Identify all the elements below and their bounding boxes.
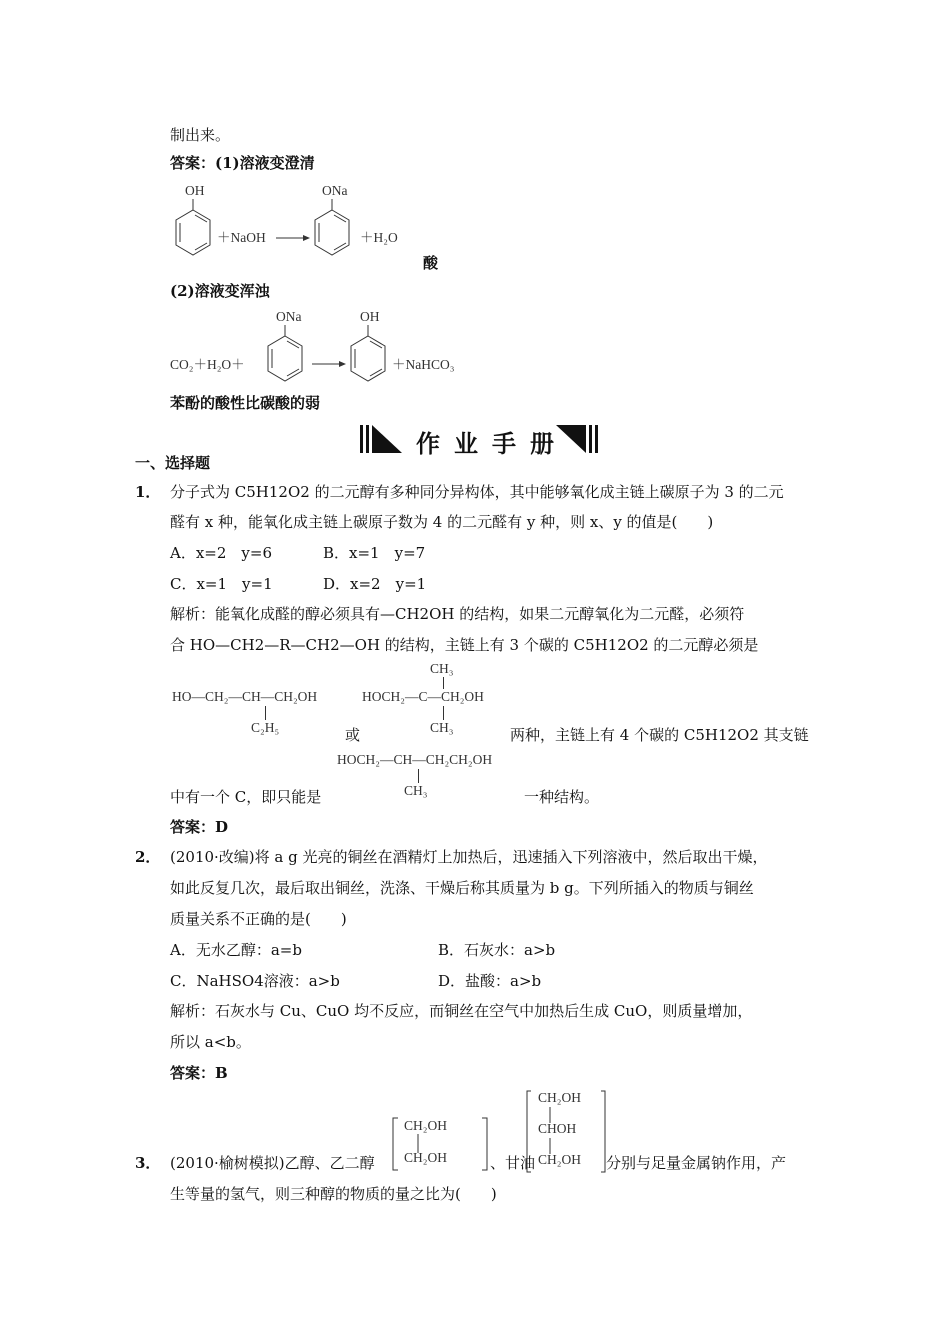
structure-1-branch: C₂H₅ — [251, 720, 280, 735]
q2-number: 2． — [135, 848, 161, 866]
q2-option-b: B．石灰水：a>b — [438, 941, 556, 959]
q2-analysis-line-2: 所以 a<b。 — [170, 1033, 251, 1051]
intro-line: 制出来。 — [170, 126, 231, 144]
phenoxide-ona-label-2: ONa — [276, 309, 302, 324]
q2-stem-line-1: (2010·改编)将 a g 光亮的铜丝在酒精灯上加热后，迅速插入下列溶液中，然后取出干燥， — [170, 848, 768, 866]
q1-option-b: B．x=1 y=7 — [323, 544, 426, 562]
q2-stem-line-3: 质量关系不正确的是( ) — [170, 910, 347, 928]
nahco3-label: ＋NaHCO₃ — [392, 357, 455, 372]
q1-option-a: A．x=2 y=6 — [170, 544, 272, 562]
naoh-label: ＋NaOH — [217, 230, 266, 245]
benzene-ring-2 — [315, 210, 349, 255]
benzene-ring-1 — [176, 210, 210, 255]
structure-2-main: HOCH₂—C—CH₂OH — [362, 689, 484, 704]
q2-stem-line-2: 如此反复几次，最后取出铜丝，洗涤、干燥后称其质量为 b g。下列所插入的物质与铜丝 — [170, 879, 754, 897]
structure-2-top: CH₃ — [430, 661, 454, 676]
q1-stem-line-2: 醛有 x 种，能氧化成主链上碳原子数为 4 的二元醛有 y 种，则 x、y 的值是( ) — [170, 513, 714, 531]
h2o-label: ＋H₂O — [360, 230, 398, 245]
q2-answer: 答案：B — [170, 1064, 228, 1082]
glycol-line-2: CH₂OH — [404, 1150, 447, 1165]
banner-title: 作业手册 — [416, 430, 568, 458]
q3-number: 3． — [135, 1154, 161, 1172]
phenol-oh-label: OH — [185, 183, 205, 198]
q1-analysis-line-2: 合 HO—CH2—R—CH2—OH 的结构，主链上有 3 个碳的 C5H12O2 的二元醇必须是 — [170, 636, 759, 654]
q3-stem-line-2: 生等量的氢气，则三种醇的物质的量之比为( ) — [170, 1185, 497, 1203]
q2-option-a: A．无水乙醇：a=b — [170, 941, 302, 959]
phenol-oh-label-2: OH — [360, 309, 380, 324]
q2-option-c: C．NaHSO4溶液：a>b — [170, 972, 340, 990]
structure-3-bond — [418, 769, 419, 783]
section-title: 一、选择题 — [135, 454, 211, 472]
q1-answer: 答案：D — [170, 818, 229, 836]
answer-1-line — [170, 152, 315, 173]
q1-analysis-line-3b: 一种结构。 — [524, 788, 600, 806]
structure-3-main: HOCH₂—CH—CH₂CH₂OH — [337, 752, 493, 767]
q3-stem-part-3: 分别与足量金属钠作用，产 — [606, 1154, 787, 1172]
benzene-ring-3 — [268, 336, 302, 381]
co2-h2o-label: CO₂＋H₂O＋ — [170, 357, 245, 372]
structure-3-branch: CH₃ — [404, 783, 428, 798]
or-word: 或 — [345, 726, 361, 744]
q1-stem-line-1: 分子式为 C5H12O2 的二元醇有多种同分异构体，其中能够氧化成主链上碳原子为 3 的二元 — [170, 483, 784, 501]
section-banner — [360, 422, 598, 456]
q1-option-d: D．x=2 y=1 — [323, 575, 427, 593]
structure-2-bottom: CH₃ — [430, 720, 454, 735]
structure-2-bond-top — [443, 677, 444, 689]
structure-1-main: HO—CH₂—CH—CH₂OH — [172, 689, 318, 704]
answer-2-text: (2)溶液变浑浊 — [170, 282, 270, 300]
structure-2-bond-bottom — [443, 706, 444, 720]
answer-label: 答案： — [170, 154, 216, 172]
benzene-ring-4 — [351, 336, 385, 381]
q1-analysis-line-1: 解析：能氧化成醛的醇必须具有—CH2OH 的结构，如果二元醇氧化为二元醛，必须符 — [170, 605, 745, 623]
q2-option-d: D．盐酸：a>b — [438, 972, 542, 990]
glycol-line-1: CH₂OH — [404, 1118, 447, 1133]
glycerol-line-3: CH₂OH — [538, 1152, 581, 1167]
q2-analysis-line-1: 解析：石灰水与 Cu、CuO 均不反应，而铜丝在空气中加热后生成 CuO，则质量增加， — [170, 1002, 753, 1020]
q1-number: 1． — [135, 483, 161, 501]
reaction-phenoxide-co2 — [160, 305, 480, 395]
q1-analysis-line-3a: 中有一个 C，即只能是 — [170, 788, 322, 806]
phenoxide-ona-label: ONa — [322, 183, 348, 198]
q3-stem-part-1: (2010·榆树模拟)乙醇、乙二醇 — [170, 1154, 375, 1172]
glycerol-line-1: CH₂OH — [538, 1090, 581, 1105]
q1-two-kinds: 两种，主链上有 4 个碳的 C5H12O2 其支链 — [510, 726, 809, 744]
q1-option-c: C．x=1 y=1 — [170, 575, 273, 593]
conclusion-text: 苯酚的酸性比碳酸的弱 — [170, 394, 321, 412]
answer-1-text: (1)溶液变澄清 — [215, 154, 315, 172]
structure-1-bond — [265, 706, 266, 720]
q3-stem-part-2: 、甘油 — [490, 1154, 536, 1172]
acid-word: 酸 — [423, 254, 439, 272]
glycerol-line-2: CHOH — [538, 1121, 577, 1136]
